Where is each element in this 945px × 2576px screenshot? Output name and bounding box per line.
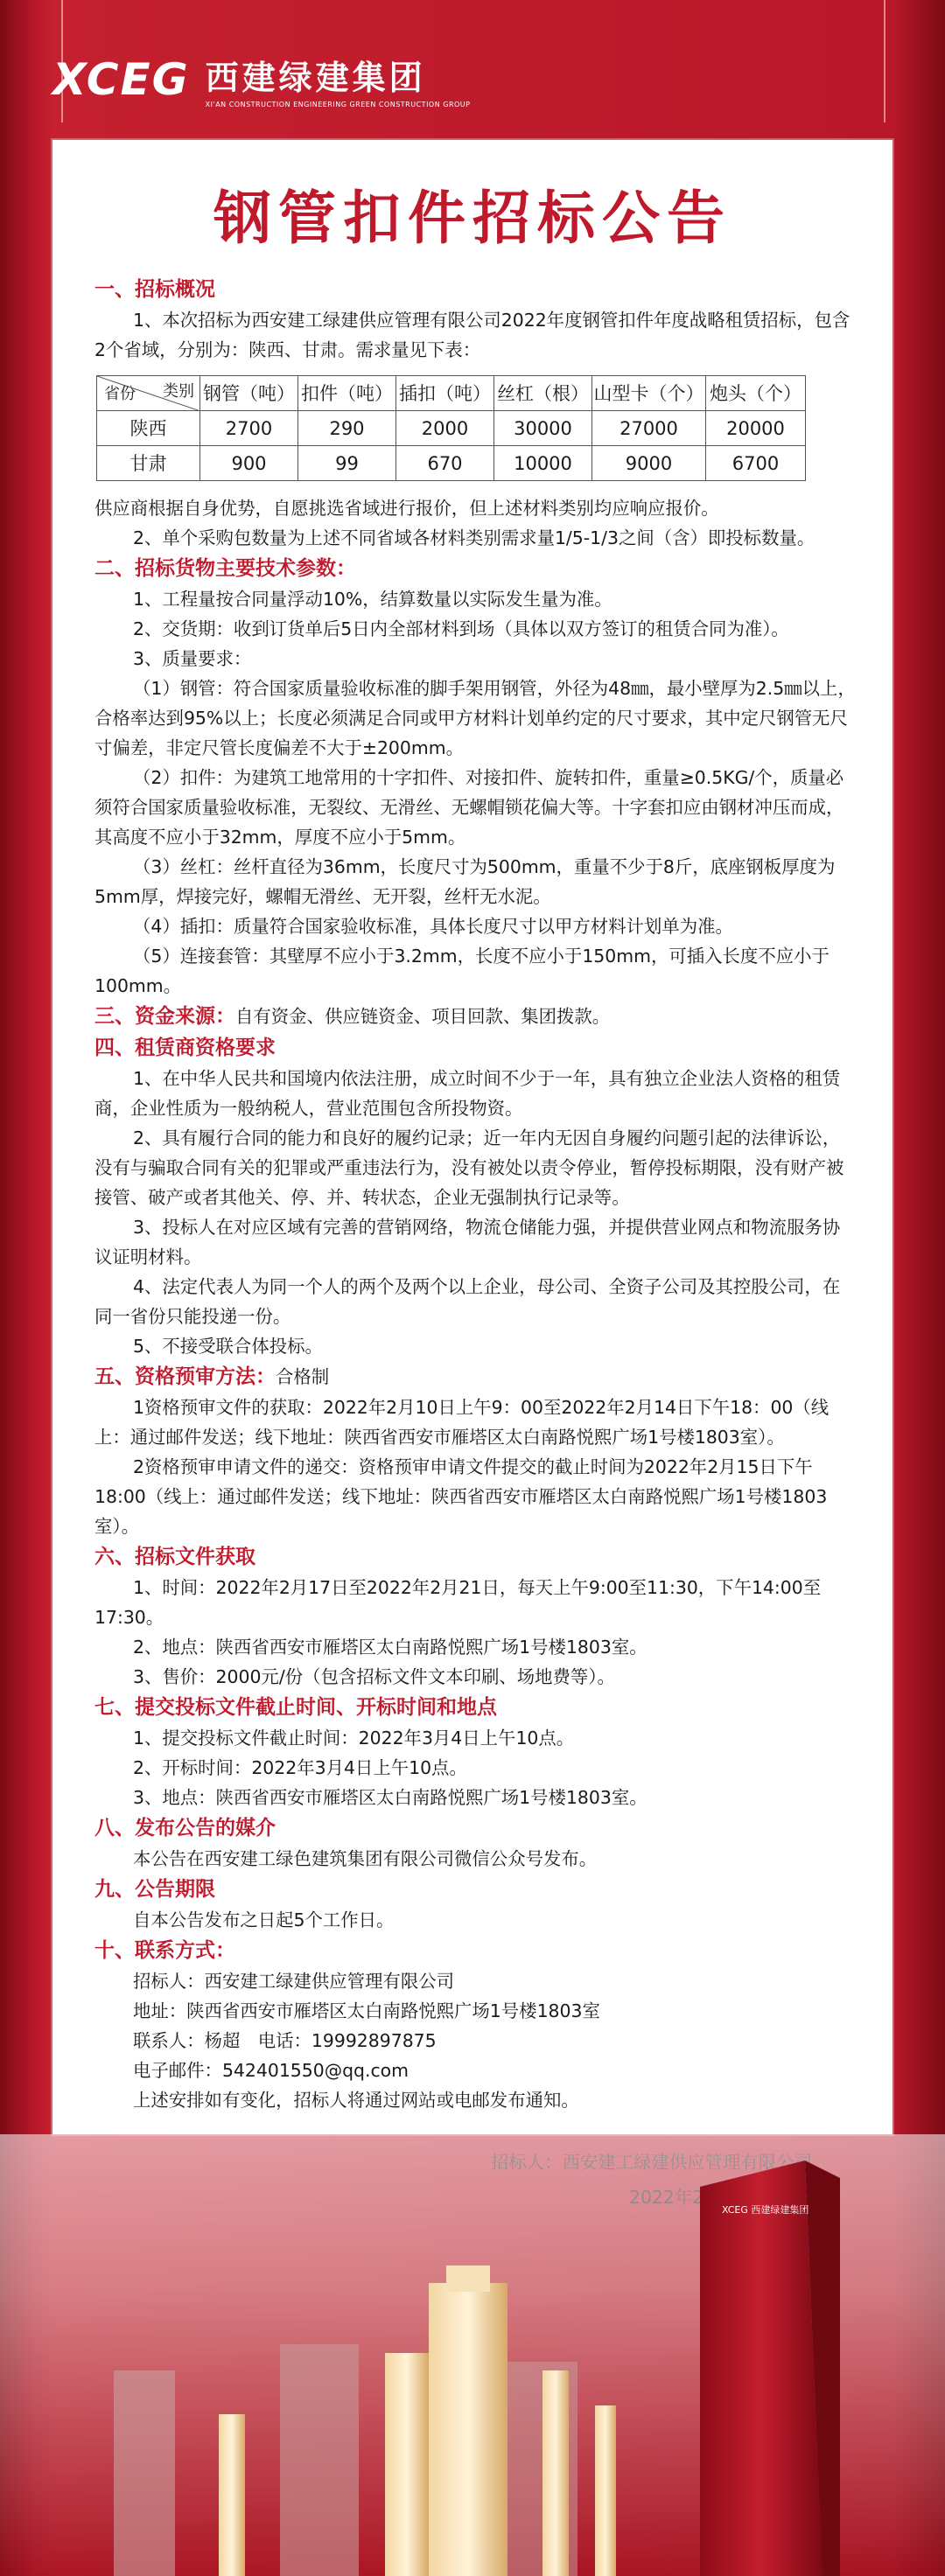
- table-row: [97, 411, 806, 446]
- section-heading-documents: 六、招标文件获取: [94, 1546, 256, 1568]
- tower-logo: XCEG 西建绿建集团: [722, 2204, 809, 2216]
- table-cell: 670: [396, 446, 494, 481]
- section-heading-text: 五、资格预审方法：: [94, 1365, 276, 1388]
- table-cell: 10000: [494, 446, 592, 481]
- table-cell: 6700: [706, 446, 806, 481]
- section-heading-tech: 二、招标货物主要技术参数：: [94, 557, 356, 580]
- list-item: 2、地点：陕西省西安市雁塔区太白南路悦熙广场1号楼1803室。: [133, 1637, 648, 1658]
- table-cell-province: 甘肃: [97, 446, 200, 481]
- page-title: 钢管扣件招标公告: [214, 185, 732, 252]
- table-cell: 2700: [200, 411, 298, 446]
- table-cell: 9000: [592, 446, 706, 481]
- demand-table: [96, 375, 806, 481]
- table-header-cell: 炮头（个）: [706, 376, 806, 411]
- section-heading-contact: 十、联系方式：: [94, 1939, 235, 1962]
- funding-text: 自有资金、供应链资金、项目回款、集团拨款。: [235, 1006, 611, 1027]
- notice-content: [52, 274, 892, 2215]
- list-item: 3、售价：2000元/份（包含招标文件文本印刷、场地费等）。: [133, 1666, 615, 1687]
- media-text: 本公告在西安建工绿色建筑集团有限公司微信公众号发布。: [133, 1848, 598, 1869]
- list-item: 2、开标时间：2022年3月4日上午10点。: [133, 1757, 467, 1778]
- section-heading-deadline: 七、提交投标文件截止时间、开标时间和地点: [94, 1696, 497, 1719]
- list-item: （2）扣件：为建筑工地常用的十字扣件、对接扣件、旋转扣件，重量≥0.5KG/个，质量必须符合国家质量验收标准，无裂纹、无滑丝、无螺帽锁花偏大等。十字套扣应由钢材冲压而成，其高度不应小于32mm，厚度不应小于5mm。: [94, 767, 844, 848]
- table-cell-province: 陕西: [97, 411, 200, 446]
- prequal-method: 合格制: [276, 1366, 330, 1387]
- overview-paragraph: 1、本次招标为西安建工绿建供应管理有限公司2022年度钢管扣件年度战略租赁招标，包含2个省域，分别为：陕西、甘肃。需求量见下表：: [94, 310, 850, 360]
- table-cell: 27000: [592, 411, 706, 446]
- table-cell: 2000: [396, 411, 494, 446]
- contact-email: 电子邮件：542401550@qq.com: [133, 2060, 410, 2081]
- list-item: （1）钢管：符合国家质量验收标准的脚手架用钢管，外径为48㎜，最小壁厚为2.5㎜以上，合格率达到95%以上；长度必须满足合同或甲方材料计划单约定的尺寸要求，其中定尺钢管无尺寸偏差，非定尺管长度偏差不大于±200mm。: [94, 678, 856, 758]
- list-item: 2、具有履行合同的能力和良好的履约记录；近一年内无因自身履约问题引起的法律诉讼，没有与骗取合同有关的犯罪或严重违法行为，没有被处以责令停业，暂停投标期限，没有财产被接管、破产或者其他关、停、并、转状态，企业无强制执行记录等。: [94, 1127, 844, 1208]
- logo-mark-text: XCEG: [52, 54, 190, 105]
- table-cell: 20000: [706, 411, 806, 446]
- section-heading-funding: [94, 1001, 856, 1032]
- list-item: 1资格预审文件的获取：2022年2月10日上午9：00至2022年2月14日下午18：00（线上：通过邮件发送；线下地址：陕西省西安市雁塔区太白南路悦熙广场1号楼1803室）。: [94, 1397, 830, 1448]
- table-header-cell: 扣件（吨）: [298, 376, 396, 411]
- table-cell: 99: [298, 446, 396, 481]
- list-item: （4）插扣：质量符合国家验收标准，具体长度尺寸以甲方材料计划单为准。: [133, 916, 733, 937]
- list-item: 2资格预审申请文件的递交：资格预审申请文件提交的截止时间为2022年2月15日下午18:00（线上：通过邮件发送；线下地址：陕西省西安市雁塔区太白南路悦熙广场1号楼1803室）。: [94, 1456, 828, 1537]
- list-item: 2、交货期：收到订货单后5日内全部材料到场（具体以双方签订的租赁合同为准）。: [133, 618, 789, 639]
- logo-mark: [52, 54, 190, 105]
- corner-label-province: 省份: [104, 385, 136, 403]
- table-header-cell: 插扣（吨）: [396, 376, 494, 411]
- list-item: 1、时间：2022年2月17日至2022年2月21日，每天上午9:00至11:30，下午14:00至17:30。: [94, 1577, 822, 1628]
- list-item: 5、不接受联合体投标。: [133, 1336, 323, 1357]
- list-item: 3、投标人在对应区域有完善的营销网络，物流仓储能力强，并提供营业网点和物流服务协议证明材料。: [94, 1217, 841, 1267]
- brand-logo: [52, 51, 470, 108]
- corner-label-category: 类别: [163, 382, 194, 401]
- table-header-cell: 山型卡（个）: [592, 376, 706, 411]
- list-item: 4、法定代表人为同一个人的两个及两个以上企业，母公司、全资子公司及其控股公司，在同一省份只能投递一份。: [94, 1276, 841, 1327]
- list-item: 3、地点：陕西省西安市雁塔区太白南路悦熙广场1号楼1803室。: [133, 1787, 648, 1808]
- list-item: （3）丝杠：丝杆直径为36mm，长度尺寸为500mm，重量不少于8斤，底座钢板厚度为5mm厚，焊接完好，螺帽无滑丝、无开裂，丝杆无水泥。: [94, 856, 836, 907]
- header: [0, 0, 945, 157]
- section-heading-qualification: 四、租赁商资格要求: [94, 1037, 276, 1059]
- section-heading-overview: 一、招标概况: [94, 278, 215, 301]
- contact-issuer: 招标人：西安建工绿建供应管理有限公司: [133, 1971, 455, 1992]
- list-item: 3、质量要求：: [133, 648, 252, 669]
- list-item: 1、提交投标文件截止时间：2022年3月4日上午10点。: [133, 1728, 575, 1749]
- contact-person: 联系人：杨超 电话：19992897875: [133, 2030, 437, 2051]
- brand-name-cn: 西建绿建集团: [205, 59, 426, 97]
- list-item: （5）连接套管：其壁厚不应小于3.2mm，长度不应小于150mm，可插入长度不应小于100mm。: [94, 946, 830, 996]
- decor-line: [884, 0, 886, 122]
- section-heading-media: 八、发布公告的媒介: [94, 1817, 276, 1840]
- list-item: 1、工程量按合同量浮动10%，结算数量以实际发生量为准。: [133, 589, 612, 610]
- table-header-row: [97, 376, 806, 411]
- section-heading-prequal: [94, 1361, 856, 1393]
- city-skyline-illustration: [0, 2082, 945, 2576]
- table-corner-cell: [97, 376, 200, 411]
- section-heading-period: 九、公告期限: [94, 1878, 215, 1901]
- period-text: 自本公告发布之日起5个工作日。: [133, 1909, 395, 1930]
- table-header-cell: 钢管（吨）: [200, 376, 298, 411]
- table-cell: 30000: [494, 411, 592, 446]
- logo-name: [206, 51, 471, 108]
- overview-paragraph: 2、单个采购包数量为上述不同省域各材料类别需求量1/5-1/3之间（含）即投标数量。: [133, 527, 816, 548]
- brand-name-en: XI'AN CONSTRUCTION ENGINEERING GREEN CONSTRUCTION GROUP: [205, 101, 471, 108]
- table-header-cell: 丝杠（根）: [494, 376, 592, 411]
- section-heading-text: 三、资金来源：: [94, 1005, 235, 1028]
- contact-address: 地址：陕西省西安市雁塔区太白南路悦熙广场1号楼1803室: [133, 2000, 600, 2021]
- contact-note: 上述安排如有变化，招标人将通过网站或电邮发布通知。: [133, 2090, 579, 2111]
- notice-paper: [52, 140, 892, 2134]
- overview-note: 供应商根据自身优势，自愿挑选省域进行报价，但上述材料类别均应响应报价。: [94, 498, 719, 519]
- list-item: 1、在中华人民共和国境内依法注册，成立时间不少于一年，具有独立企业法人资格的租赁商，企业性质为一般纳税人，营业范围包含所投物资。: [94, 1068, 841, 1119]
- table-cell: 900: [200, 446, 298, 481]
- table-cell: 290: [298, 411, 396, 446]
- table-row: [97, 446, 806, 481]
